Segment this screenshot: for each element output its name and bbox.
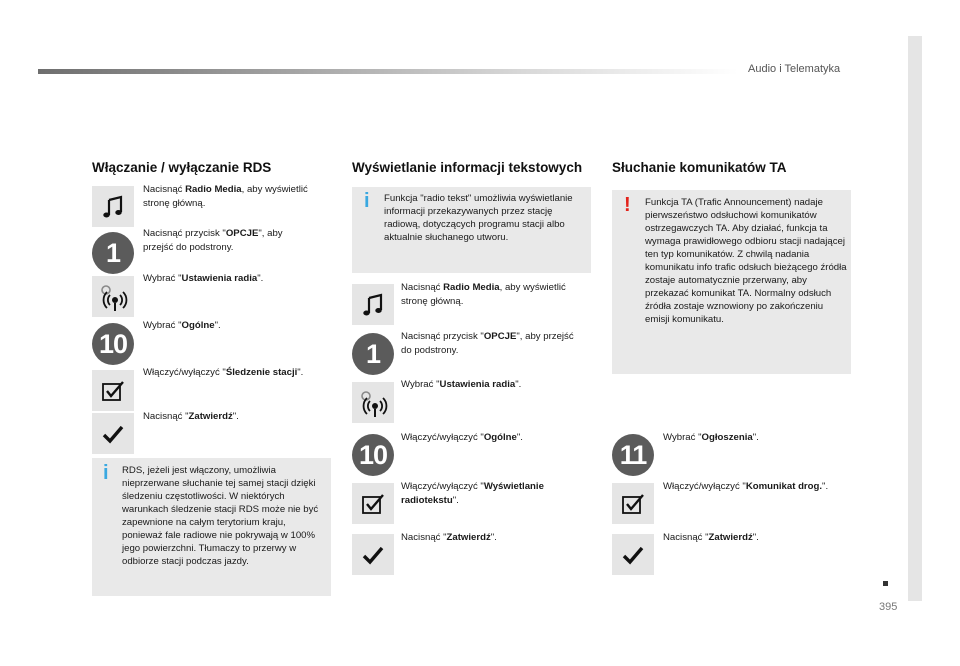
page-marker	[883, 581, 888, 586]
col2-note-text: Funkcja "radio tekst" umożliwia wyświetlanie informacji przekazywanych przez stację radiową, dotyczących programu stacji albo aktualnie słuchanego utworu.	[384, 193, 573, 243]
col2-step-5: Włączyć/wyłączyć "Wyświetlanie radiotekstu".	[401, 481, 544, 506]
col1-note-text: RDS, jeżeli jest włączony, umożliwia nieprzerwane słuchanie tej samej stacji dzięki śledzeniu częstotliwości. W niektórych warunkach śledzenie stacji RDS może nie być zapewnione na całym terytorium kraju, ponieważ fale radiowe nie pokrywają w 100% jego powierzchni. Tłumaczy to przerwy w odbiorze stacji podczas jazdy.	[122, 465, 319, 567]
music-note-icon	[352, 284, 394, 325]
number-10-badge: 10	[92, 323, 134, 365]
col2-step-4: Włączyć/wyłączyć "Ogólne".	[401, 432, 523, 443]
col3-title: Słuchanie komunikatów TA	[612, 160, 787, 175]
number-1-badge: 1	[92, 232, 134, 274]
col1-title: Włączanie / wyłączanie RDS	[92, 160, 272, 175]
col1-step-4: Wybrać "Ogólne".	[143, 320, 221, 331]
info-icon: i	[364, 190, 370, 212]
number-1-badge: 1	[352, 333, 394, 375]
col3-step-2: Włączyć/wyłączyć "Komunikat drog.".	[663, 481, 829, 492]
col2-step-1: Nacisnąć Radio Media, aby wyświetlić stronę główną.	[401, 282, 566, 307]
page-edge-strip	[908, 36, 922, 601]
warning-icon: !	[624, 194, 631, 216]
col1-step-2: Nacisnąć przycisk "OPCJE", aby przejść do podstrony.	[143, 228, 283, 253]
col3-step-3: Nacisnąć "Zatwierdź".	[663, 532, 759, 543]
col2-title: Wyświetlanie informacji tekstowych	[352, 160, 583, 175]
number-10-badge: 10	[352, 434, 394, 476]
col2-step-3: Wybrać "Ustawienia radia".	[401, 379, 522, 390]
number-11-badge: 11	[612, 434, 654, 476]
header-title: Audio i Telematyka	[748, 63, 841, 75]
col3-note-text: Funkcja TA (Trafic Announcement) nadaje pierwszeństwo odsłuchowi komunikatów ostrzegawczych TA. Aby działać, funkcja ta wymaga prawidłowego odbioru stacji nadającej ten typ komunikatów. Z chwilą nadania komunikatu info trafic odsłuch bieżącego źródła zostaje automatycznie przerwany, aby przekazać komunikat TA. Normalny odsłuch źródła zostaje wznowiony po zakończeniu emisji komunikatu.	[645, 197, 847, 325]
col1-step-1: Nacisnąć Radio Media, aby wyświetlić stronę główną.	[143, 184, 308, 209]
radio-settings-icon	[92, 276, 134, 317]
col2-step-6: Nacisnąć "Zatwierdź".	[401, 532, 497, 543]
checkmark-icon	[92, 413, 134, 454]
col1-step-6: Nacisnąć "Zatwierdź".	[143, 411, 239, 422]
checkbox-icon	[612, 483, 654, 524]
page-number: 395	[879, 601, 898, 613]
header-rule	[38, 69, 738, 74]
radio-settings-icon	[352, 382, 394, 423]
col3-step-1: Wybrać "Ogłoszenia".	[663, 432, 759, 443]
checkmark-icon	[612, 534, 654, 575]
col1-step-5: Włączyć/wyłączyć "Śledzenie stacji".	[143, 367, 304, 378]
col2-step-2: Nacisnąć przycisk "OPCJE", aby przejść do podstrony.	[401, 331, 574, 356]
checkbox-icon	[352, 483, 394, 524]
checkmark-icon	[352, 534, 394, 575]
music-note-icon	[92, 186, 134, 227]
col1-step-3: Wybrać "Ustawienia radia".	[143, 273, 264, 284]
checkbox-icon	[92, 370, 134, 411]
info-icon: i	[103, 462, 109, 484]
